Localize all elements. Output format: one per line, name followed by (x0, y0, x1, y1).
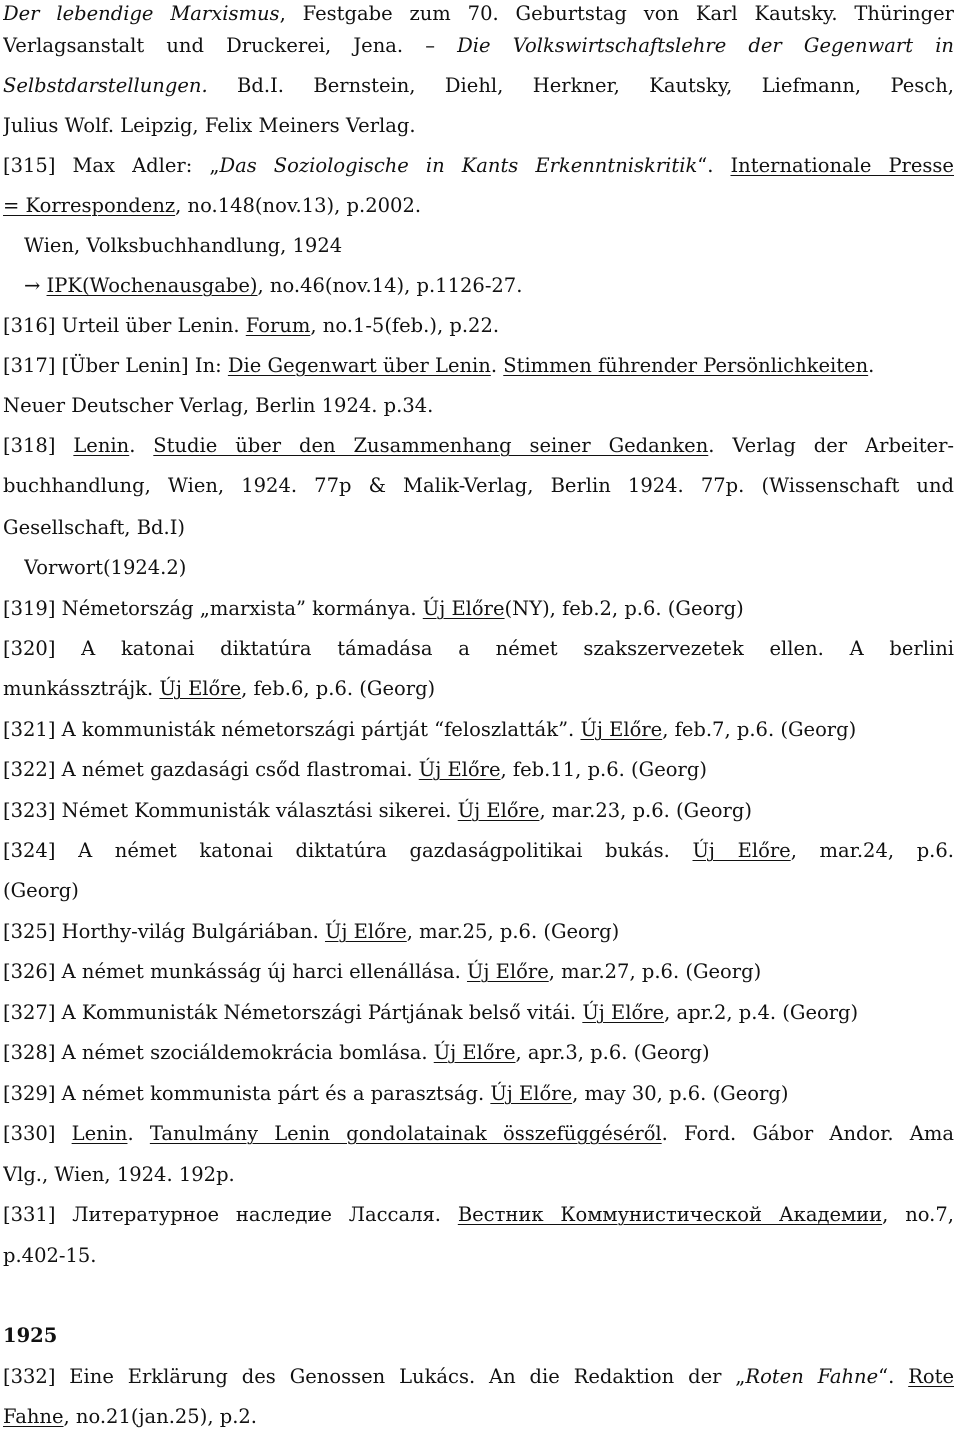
underlined-title: Új Előre (422, 597, 505, 620)
line-text: , Festgabe zum 70. Geburtstag von Karl Kautsky. Thüringer (279, 2, 954, 25)
bibliography-line (3, 1397, 954, 1437)
line-text: [329] A német kommunista párt és a parasztság. (3, 1082, 491, 1105)
line-text: , mar.23, p.6. (Georg) (539, 799, 752, 822)
bibliography-line (3, 508, 954, 548)
underlined-title: Új Előre (692, 839, 791, 862)
line-text: [324] A német katonai diktatúra gazdaságpolitikai bukás. (3, 839, 693, 862)
bibliography-line (3, 831, 954, 871)
underlined-title: Új Előre (580, 718, 663, 741)
bibliography-line (3, 993, 954, 1033)
underlined-title: Lenin (71, 1122, 128, 1145)
line-text: , feb.11, p.6. (Georg) (500, 758, 707, 781)
bibliography-line (3, 669, 954, 709)
underlined-title: Új Előre (457, 799, 540, 822)
line-text: [317] [Über Lenin] In: (3, 354, 228, 377)
year-heading (3, 1316, 954, 1356)
underlined-title: Lenin (73, 434, 130, 457)
line-text: , mar.27, p.6. (Georg) (548, 960, 762, 983)
bibliography-line (3, 66, 954, 106)
bibliography-line (24, 226, 954, 266)
line-text: Bd.I. Bernstein, Diehl, Herkner, Kautsky, Liefmann, Pesch, (207, 74, 954, 97)
underlined-title: Rote (908, 1365, 954, 1388)
line-text: Neuer Deutscher Verlag, Berlin 1924. p.34. (3, 394, 434, 417)
underlined-title: Studie über den Zusammenhang seiner Gedanken (153, 434, 709, 457)
line-text: → (24, 274, 47, 297)
line-text: , no.148(nov.13), p.2002. (175, 194, 422, 217)
underlined-title: Új Előre (159, 677, 242, 700)
line-text: Wien, Volksbuchhandlung, 1924 (24, 234, 343, 257)
underlined-title: Új Előre (324, 920, 407, 943)
line-text: p.402-15. (3, 1244, 97, 1267)
line-text: , no.21(jan.25), p.2. (63, 1405, 258, 1428)
bibliography-line (3, 589, 954, 629)
bibliography-line (3, 750, 954, 790)
line-text: [327] A Kommunisták Németországi Pártjának belső vitái. (3, 1001, 583, 1024)
bibliography-line (3, 952, 954, 992)
line-text: Vlg., Wien, 1924. 192p. (3, 1163, 235, 1186)
bibliography-line (3, 1033, 954, 1073)
bibliography-line (3, 1195, 954, 1235)
bibliography-line (3, 26, 954, 66)
underlined-title: IPK(Wochenausgabe) (46, 274, 258, 297)
italic-title: Die Volkswirtschaftslehre der Gegenwart in (457, 34, 954, 57)
line-text: [318] (3, 434, 74, 457)
line-text: , mar.25, p.6. (Georg) (406, 920, 620, 943)
line-text: , no.7, (882, 1203, 954, 1226)
line-text: [326] A német munkásság új harci ellenállása. (3, 960, 467, 983)
italic-title: Selbstdarstellungen. (3, 74, 208, 97)
line-text: buchhandlung, Wien, 1924. 77p & Malik-Verlag, Berlin 1924. 77p. (Wissenschaft und (3, 474, 954, 497)
underlined-title: Internationale Presse (730, 154, 954, 177)
bibliography-line (3, 1074, 954, 1114)
line-text: , no.46(nov.14), p.1126-27. (257, 274, 523, 297)
line-text: [321] A kommunisták németországi pártját “feloszlatták”. (3, 718, 581, 741)
bibliography-line (3, 1155, 954, 1195)
line-text: , feb.6, p.6. (Georg) (241, 677, 436, 700)
line-text: [323] Német Kommunisták választási sikerei. (3, 799, 458, 822)
line-text: (Georg) (3, 879, 79, 902)
underlined-title: Új Előre (466, 960, 549, 983)
line-text: . (129, 434, 154, 457)
bibliography-line (3, 146, 954, 186)
bibliography-line (3, 186, 954, 226)
line-text: . (868, 354, 875, 377)
line-text: [328] A német szociáldemokrácia bomlása. (3, 1041, 434, 1064)
underlined-title: Stimmen führender Persönlichkeiten (503, 354, 869, 377)
line-text: [315] Max Adler: „ (3, 154, 220, 177)
line-text: [316] Urteil über Lenin. (3, 314, 246, 337)
line-text: “. (878, 1365, 909, 1388)
line-text: , apr.2, p.4. (Georg) (664, 1001, 859, 1024)
line-text: . Verlag der Arbeiter- (708, 434, 954, 457)
bibliography-line (3, 629, 954, 669)
line-text: [331] Литературное наследие Лассаля. (3, 1203, 458, 1226)
line-text: Verlagsanstalt und Druckerei, Jena. – (3, 34, 458, 57)
underlined-title: Fahne (3, 1405, 64, 1428)
bibliography-line (3, 912, 954, 952)
line-text: Gesellschaft, Bd.I) (3, 516, 186, 539)
line-text: [332] Eine Erklärung des Genossen Lukács. An die Redaktion der „ (3, 1365, 746, 1388)
line-text: [330] (3, 1122, 72, 1145)
line-text: [322] A német gazdasági csőd flastromai. (3, 758, 419, 781)
line-text: , apr.3, p.6. (Georg) (515, 1041, 710, 1064)
line-text: . (127, 1122, 150, 1145)
line-text: . Ford. Gábor Andor. Ama (661, 1122, 954, 1145)
line-text: , no.1-5(feb.), p.22. (310, 314, 500, 337)
bibliography-line (3, 306, 954, 346)
bibliography-line (3, 710, 954, 750)
bibliography-line (3, 1236, 954, 1276)
line-text: [325] Horthy-világ Bulgáriában. (3, 920, 325, 943)
underlined-title: Tanulmány Lenin gondolatainak összefüggéséről (149, 1122, 662, 1145)
line-text: “. (697, 154, 731, 177)
line-text: (NY), feb.2, p.6. (Georg) (504, 597, 744, 620)
bibliography-line (3, 346, 954, 386)
italic-title: Roten Fahne (745, 1365, 879, 1388)
line-text: [320] A katonai diktatúra támadása a német szakszervezetek ellen. A berlini (3, 637, 954, 660)
bibliography-line (24, 266, 954, 306)
bibliography-line (3, 426, 954, 466)
underlined-title: = Korrespondenz (3, 194, 176, 217)
bibliography-line (3, 106, 954, 146)
line-text: [319] Németország „marxista” kormánya. (3, 597, 423, 620)
bibliography-line (3, 386, 954, 426)
underlined-title: Die Gegenwart über Lenin (227, 354, 491, 377)
bibliography-line (3, 791, 954, 831)
line-text: , feb.7, p.6. (Georg) (662, 718, 857, 741)
underlined-title: Új Előre (490, 1082, 573, 1105)
underlined-title: Új Előre (418, 758, 501, 781)
line-text: , mar.24, p.6. (790, 839, 954, 862)
underlined-title: Új Előre (582, 1001, 665, 1024)
underlined-title: Вестник Коммунистической Академии (457, 1203, 883, 1226)
line-text: Vorwort(1924.2) (24, 556, 187, 579)
bibliography-line (3, 1357, 954, 1397)
underlined-title: Új Előre (433, 1041, 516, 1064)
line-text: 1925 (3, 1324, 58, 1347)
line-text: . (490, 354, 504, 377)
italic-title: Der lebendige Marxismus (3, 2, 280, 25)
underlined-title: Forum (245, 314, 311, 337)
bibliography-line (24, 548, 954, 588)
bibliography-line (3, 1114, 954, 1154)
italic-title: Das Soziologische in Kants Erkenntniskritik (219, 154, 698, 177)
bibliography-line (3, 466, 954, 506)
bibliography-line (3, 871, 954, 911)
line-text: , may 30, p.6. (Georg) (572, 1082, 789, 1105)
line-text: munkássztrájk. (3, 677, 160, 700)
line-text: Julius Wolf. Leipzig, Felix Meiners Verlag. (3, 114, 416, 137)
